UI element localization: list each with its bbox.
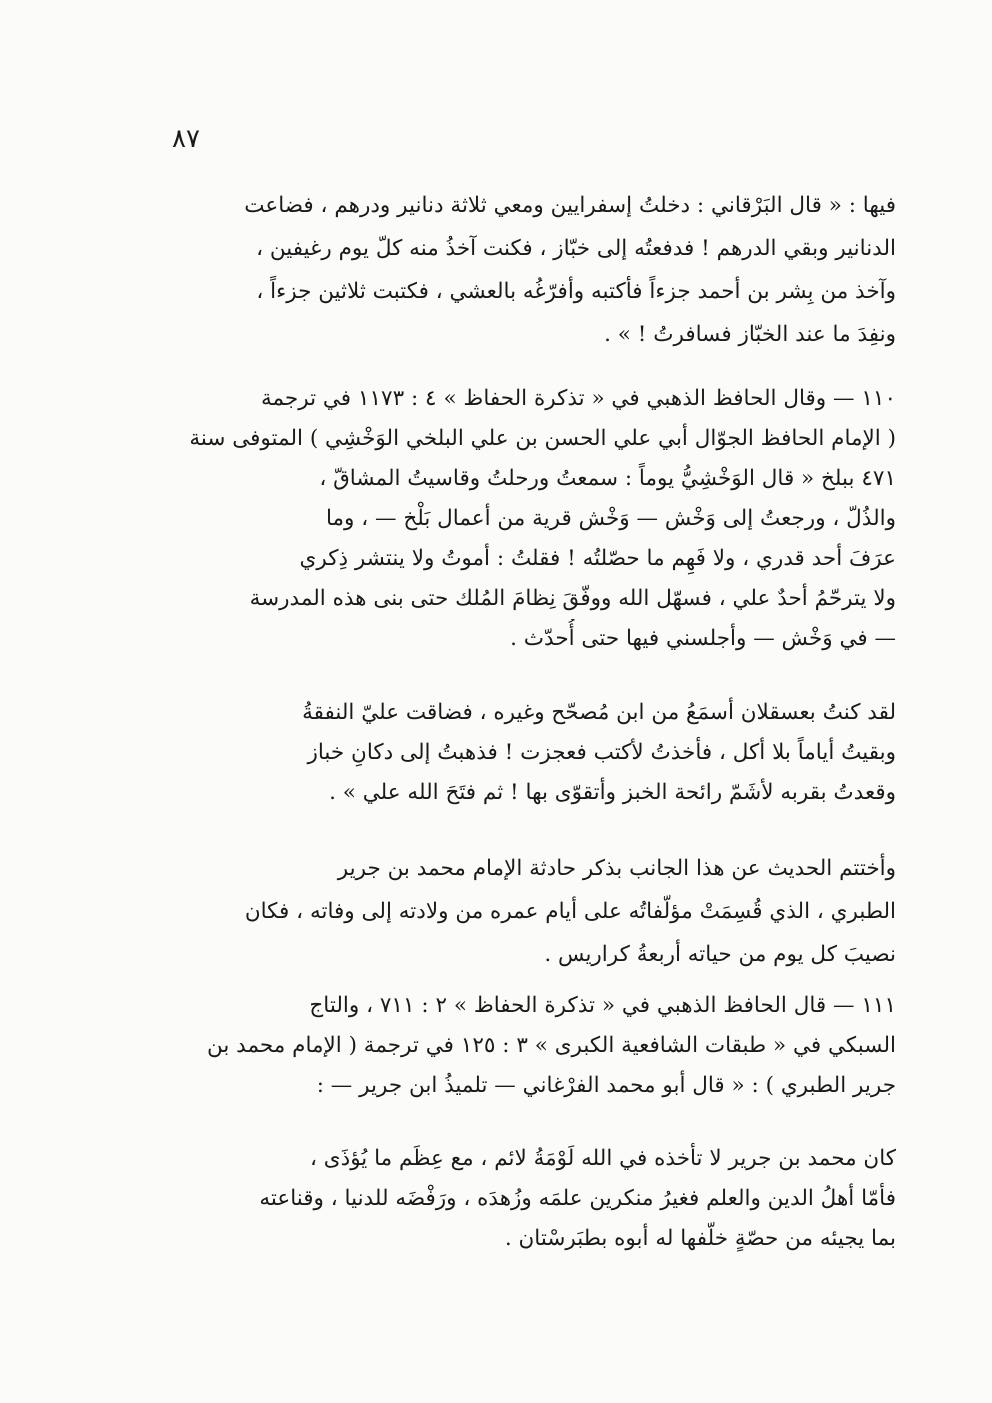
text-line: والذُلّ ، ورجعتُ إلى وَخْش — وَخْش قرية من أعمال بَلْخ — ، وما — [325, 506, 896, 531]
text-line: ( الإمام الحافظ الجوّال أبي علي الحسن بن علي البلخي الوَخْشِي ) المتوفى سنة — [189, 426, 896, 451]
text-line: عرَفَ أحد قدري ، ولا فَهِم ما حصّلتُه ! فقلتُ : أموتُ ولا ينتشر ذِكري — [299, 546, 896, 571]
paragraph-111-tabari — [168, 986, 896, 1106]
text-line: بما يجيئه من حصّةٍ خلّفها له أبوه بطبَرسْتان . — [504, 1226, 896, 1251]
text-line: لقد كنتُ بعسقلان أسمَعُ من ابن مُصحّح وغيره ، فضاقت عليّ النفقةُ — [302, 700, 896, 725]
text-line: وأختتم الحديث عن هذا الجانب بذكر حادثة الإمام محمد بن جرير — [337, 856, 896, 881]
text-line: فأمّا أهلُ الدين والعلم فغيرُ منكرين علمَه وزُهدَه ، ورَفْضَه للدنيا ، وقناعته — [259, 1186, 896, 1211]
text-line: وبقيتُ أياماً بلا أكل ، فأخذتُ لأكتب فعجزت ! فذهبتُ إلى دكانِ خباز — [307, 740, 896, 765]
text-line: ٤٧١ ببلخ « قال الوَخْشِيُّ يوماً : سمعتُ ورحلتُ وقاسيتُ المشاقّ ، — [319, 466, 896, 491]
text-line: كان محمد بن جرير لا تأخذه في الله لَوْمَةُ لائم ، مع عِظَم ما يُؤذَى ، — [310, 1146, 896, 1171]
text-line: ولا يترحّمُ أحدٌ علي ، فسهّل الله ووفّقَ نِظامَ المُلك حتى بنى هذه المدرسة — [249, 586, 896, 611]
text-line: وقعدتُ بقربه لأشَمّ رائحة الخبز وأتقوّى بها ! ثم فتَحَ الله علي » . — [329, 780, 896, 805]
text-line: فيها : « قال البَرْقاني : دخلتُ إسفرايين ومعي ثلاثة دنانير ودرهم ، فضاعت — [244, 193, 896, 218]
paragraph-barqani-story — [168, 184, 896, 356]
text-line: وآخذ من بِشر بن أحمد جزءاً فأكتبه وأفرّغُه بالعشي ، فكتبت ثلاثين جزءاً ، — [256, 279, 896, 304]
paragraph-110-wakhshi — [168, 379, 896, 659]
text-line: الطبري ، الذي قُسِمَتْ مؤلّفاتُه على أيام عمره من ولادته إلى وفاته ، فكان — [244, 899, 896, 924]
text-line: الدنانير وبقي الدرهم ! فدفعتُه إلى خبّاز ، فكنت آخذُ منه كلّ يوم رغيفين ، — [256, 236, 896, 261]
text-line: — في وَخْش — وأجلسني فيها حتى أُحدّث . — [510, 626, 896, 651]
paragraph-ascalon — [168, 693, 896, 813]
text-line: ١١١ — قال الحافظ الذهبي في « تذكرة الحفاظ » ٢ : ٧١١ ، والتاج — [309, 993, 896, 1018]
text-line: جرير الطبري ) : « قال أبو محمد الفرْغاني — تلميذُ ابن جرير — : — [316, 1073, 896, 1098]
page-number: ٨٧ — [172, 124, 200, 154]
paragraph-tabari-intro — [168, 847, 896, 976]
text-line: نصيبَ كل يوم من حياته أربعةُ كراريس . — [544, 942, 896, 967]
text-line: ١١٠ — وقال الحافظ الذهبي في « تذكرة الحفاظ » ٤ : ١١٧٣ في ترجمة — [260, 386, 896, 411]
text-line: السبكي في « طبقات الشافعية الكبرى » ٣ : ١٢٥ في ترجمة ( الإمام محمد بن — [207, 1033, 896, 1058]
text-line: ونفِدَ ما عند الخبّاز فسافرتُ ! » . — [604, 322, 896, 347]
paragraph-tabari-quote — [168, 1139, 896, 1259]
